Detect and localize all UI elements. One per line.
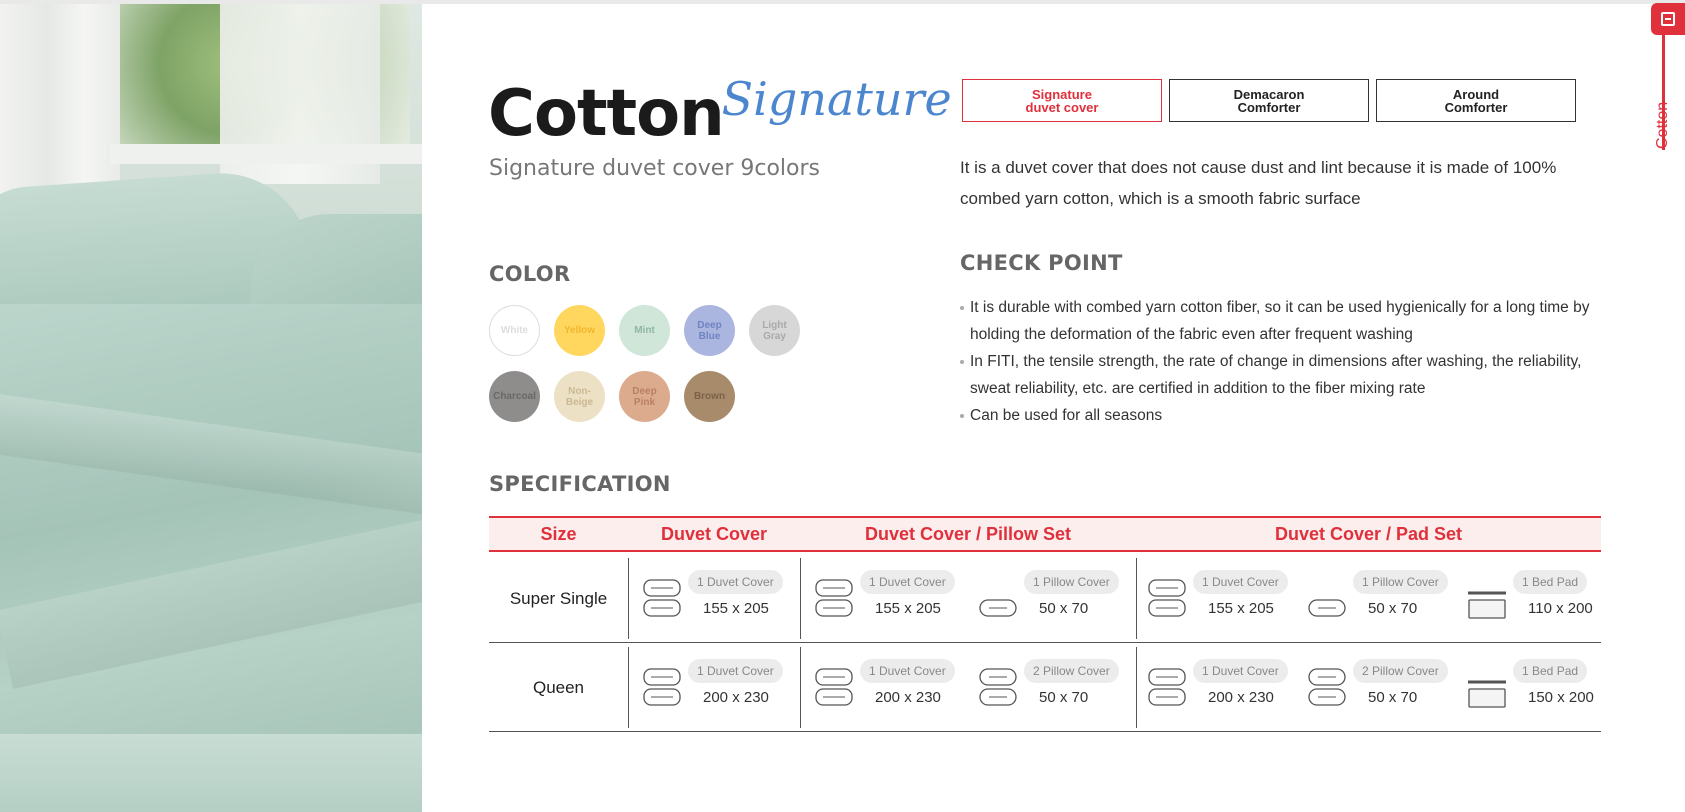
item-quantity-badge: 1 Duvet Cover [860,659,955,683]
item-quantity-badge: 1 Pillow Cover [1024,570,1119,594]
spec-table-header [489,516,1601,552]
item-dimensions: 50 x 70 [1368,689,1418,706]
tab-around-comforter[interactable]: Around Comforter [1376,79,1576,122]
item-dimensions: 110 x 200 [1528,600,1593,617]
specification-heading: SPECIFICATION [489,472,671,496]
bed-pad-icon [1467,663,1507,711]
item-dimensions: 155 x 205 [703,600,769,617]
col-header-duvet-cover: Duvet Cover [660,524,768,544]
item-quantity-badge: 2 Pillow Cover [1353,659,1448,683]
column-divider [800,647,801,728]
duvet-icon [642,663,682,711]
item-quantity-badge: 1 Duvet Cover [688,659,783,683]
column-divider [800,558,801,639]
row-size-label: Super Single [509,588,608,608]
hero-bedding-photo [0,4,422,812]
item-quantity-badge: 2 Pillow Cover [1024,659,1119,683]
item-quantity-badge: 1 Bed Pad [1513,570,1587,594]
check-point-list [960,294,1600,429]
product-subtitle: Signature duvet cover 9colors [489,156,820,181]
product-description: It is a duvet cover that does not cause dust and lint because it is made of 100% combed yarn cotton, which is a smooth fabric surface [960,158,1557,208]
table-row [489,554,1601,643]
pillow-icon [1307,574,1347,622]
table-row [489,643,1601,732]
column-divider [628,647,629,728]
duvet-icon [642,574,682,622]
col-header-size: Size [540,524,577,544]
window-sill [110,144,422,164]
row-size-label: Queen [532,677,585,697]
pillow-pair-icon [978,663,1018,711]
color-swatch-yellow[interactable]: Yellow [554,305,605,356]
bed-sheet [0,734,422,812]
item-quantity-badge: 1 Duvet Cover [1193,570,1288,594]
duvet-icon [814,574,854,622]
col-header-pillow-set: Duvet Cover / Pillow Set [864,524,1072,544]
bookmark-button[interactable] [1651,3,1685,35]
item-dimensions: 155 x 205 [875,600,941,617]
item-dimensions: 50 x 70 [1039,600,1089,617]
pillow-icon [978,574,1018,622]
color-swatch-mint[interactable]: Mint [619,305,670,356]
col-header-pad-set: Duvet Cover / Pad Set [1274,524,1463,544]
item-quantity-badge: 1 Duvet Cover [688,570,783,594]
column-divider [1136,558,1137,639]
title-script: Signature [721,72,952,126]
check-point-item: It is durable with combed yarn cotton fiber, so it can be used hygienically for a long time by holding the deformation of the fabric even after frequent washing [960,294,1600,348]
item-dimensions: 155 x 205 [1208,600,1274,617]
check-point-item: Can be used for all seasons [960,402,1600,429]
check-point-item: In FITI, the tensile strength, the rate of change in dimensions after washing, the reliability, sweat reliability, etc. are certified in addition to the fiber mixing rate [960,348,1600,402]
item-quantity-badge: 1 Duvet Cover [860,570,955,594]
item-quantity-badge: 1 Bed Pad [1513,659,1587,683]
product-title [488,56,952,151]
color-heading: COLOR [489,262,571,286]
item-dimensions: 200 x 230 [703,689,769,706]
curtain-left [0,4,120,194]
item-quantity-badge: 1 Duvet Cover [1193,659,1288,683]
tab-demacaron-comforter[interactable]: Demacaron Comforter [1169,79,1369,122]
item-quantity-badge: 1 Pillow Cover [1353,570,1448,594]
color-swatch-non-beige[interactable]: Non- Beige [554,371,605,422]
check-point-heading: CHECK POINT [960,251,1123,275]
bed-pad-icon [1467,574,1507,622]
bookmark-icon [1661,12,1675,26]
column-divider [1136,647,1137,728]
color-swatch-deep-pink[interactable]: Deep Pink [619,371,670,422]
color-swatch-brown[interactable]: Brown [684,371,735,422]
tab-signature-duvet-cover[interactable]: Signature duvet cover [962,79,1162,122]
title-main: Cotton [488,77,724,151]
column-divider [628,558,629,639]
color-swatch-charcoal[interactable]: Charcoal [489,371,540,422]
item-dimensions: 150 x 200 [1528,689,1594,706]
duvet-icon [1147,574,1187,622]
color-swatch-white[interactable]: White [489,305,540,356]
side-tab-cotton[interactable]: Cotton [1654,101,1671,149]
duvet-icon [814,663,854,711]
item-dimensions: 200 x 230 [875,689,941,706]
color-swatch-light-gray[interactable]: Light Gray [749,305,800,356]
item-dimensions: 50 x 70 [1368,600,1418,617]
duvet-icon [1147,663,1187,711]
item-dimensions: 50 x 70 [1039,689,1089,706]
pillow-pair-icon [1307,663,1347,711]
item-dimensions: 200 x 230 [1208,689,1274,706]
color-swatch-deep-blue[interactable]: Deep Blue [684,305,735,356]
